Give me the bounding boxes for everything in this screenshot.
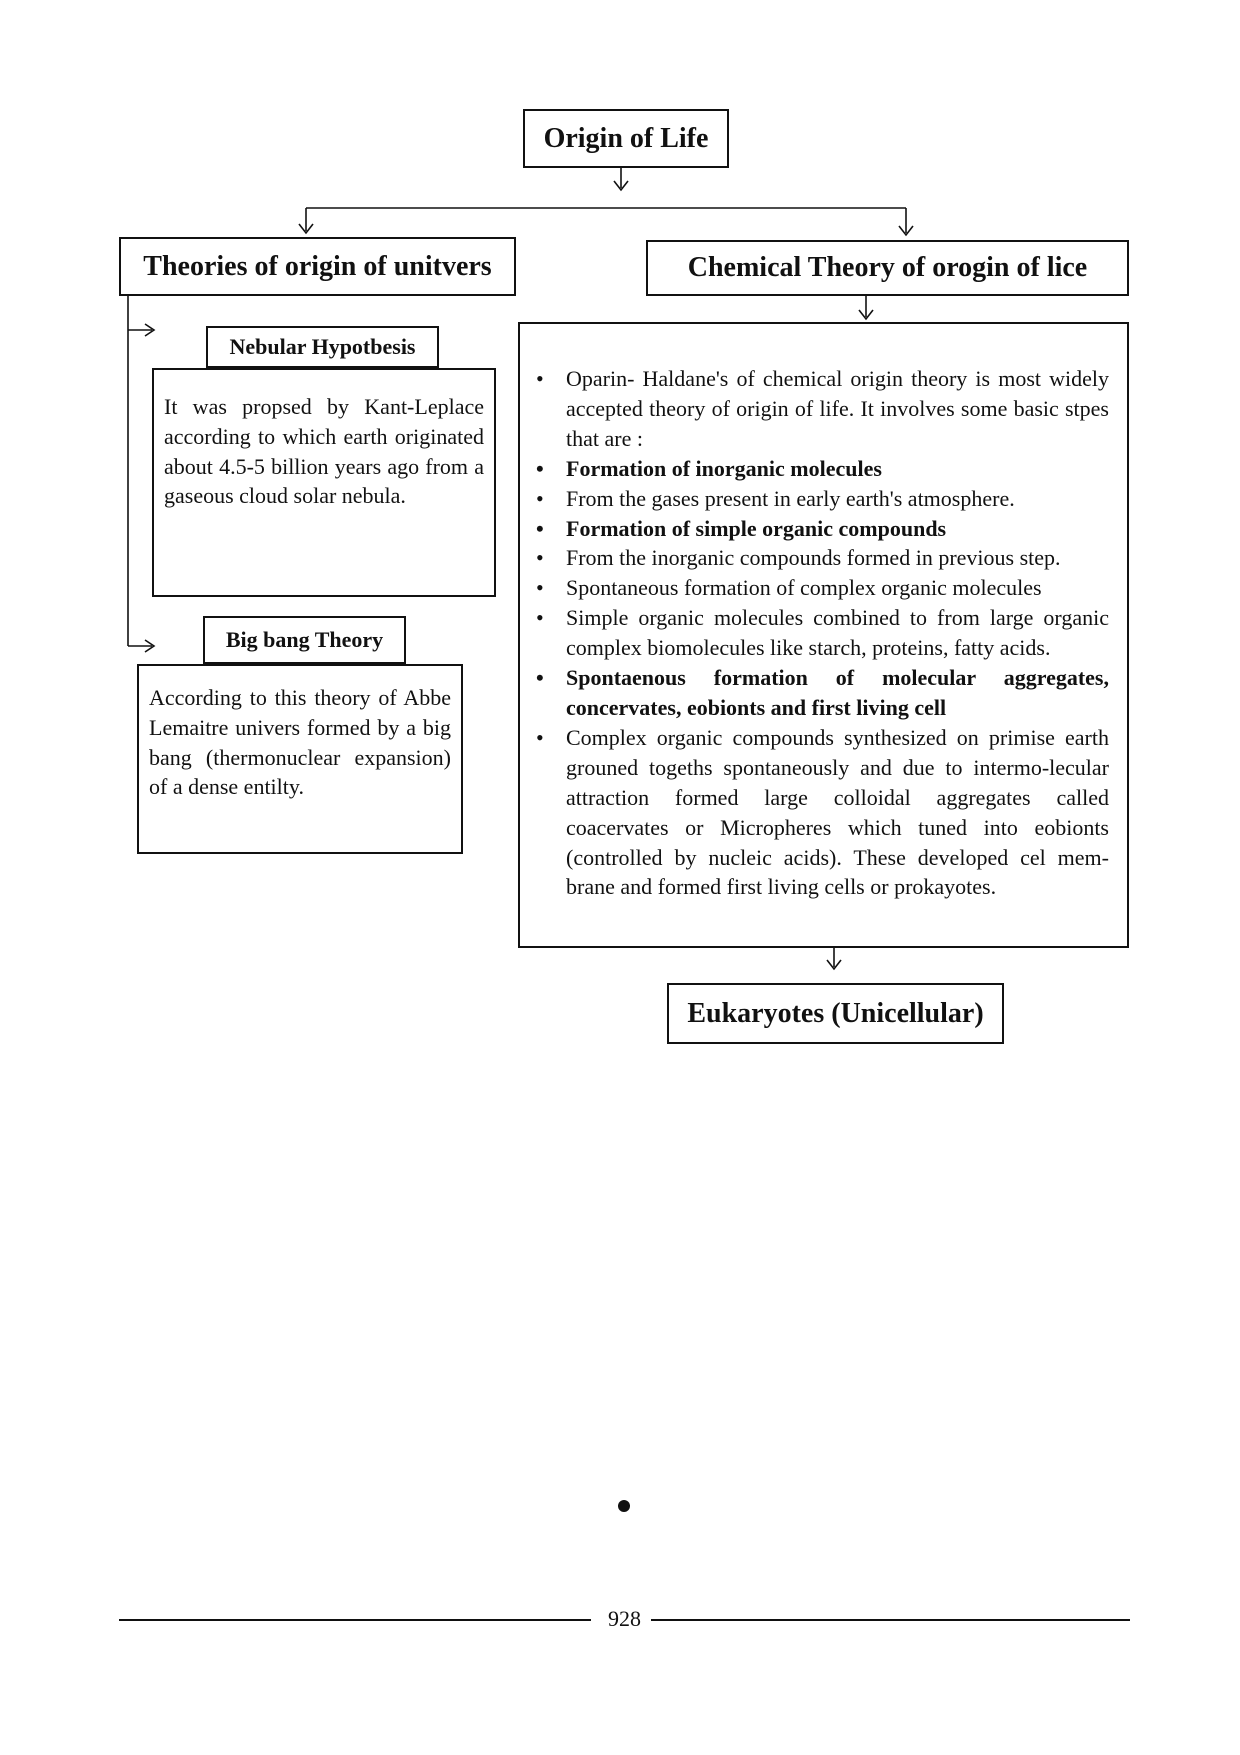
step-text: Spontaenous formation of molecular aggregates, concervates, eobionts and first living cell [566, 665, 1109, 720]
step-text: Formation of inorganic molecules [566, 455, 882, 481]
big-bang-theory-text: According to this theory of Abbe Lemaitre univers formed by a big bang (thermonuclear expansion) of a dense entilty. [137, 664, 463, 854]
step-text: Spontaneous formation of complex organic molecules [566, 575, 1042, 601]
step-item [534, 454, 1109, 484]
step-text: From the inorganic compounds formed in previous step. [566, 545, 1061, 571]
separator-dot [618, 1500, 630, 1512]
step-text: Formation of simple organic compounds [566, 515, 947, 541]
nebular-hypothesis-text: It was propsed by Kant-Leplace according to which earth originated about 4.5-5 billion years ago from a gaseous cloud solar nebula. [152, 368, 496, 597]
step-item [534, 484, 1109, 514]
page-footer [119, 1604, 1130, 1634]
bullet-icon: • [536, 665, 544, 691]
step-text: Complex organic compounds synthesized on primise earth grouned togeths spontaneously and due to intermo-lecular attraction formed large colloidal aggregates called coacervates or Micropheres which tuned into eobionts (controlled by nucleic acids). These developed cel mem-brane and formed first living cells or prokayotes. [566, 724, 1109, 900]
step-item [534, 364, 1109, 454]
step-text: Oparin- Haldane's of chemical origin theory is most widely accepted theory of origin of life. It involves some basic stpes that are : [566, 366, 1109, 451]
chemical-theory-details [518, 322, 1129, 948]
origin-of-life-box: Origin of Life [523, 109, 729, 168]
step-item [534, 573, 1109, 603]
step-text: Simple organic molecules combined to from large organic complex biomolecules like starch, proteins, fatty acids. [566, 605, 1109, 661]
page-number: 928 [598, 1606, 651, 1631]
bullet-icon: • [536, 515, 544, 541]
bullet-icon: • [536, 605, 544, 631]
bullet-icon: • [536, 575, 544, 601]
bullet-icon: • [536, 724, 544, 750]
nebular-hypothesis-title: Nebular Hypotbesis [206, 326, 439, 368]
step-item [534, 543, 1109, 573]
eukaryotes-box: Eukaryotes (Unicellular) [667, 983, 1004, 1044]
step-item [534, 663, 1109, 723]
step-item [534, 514, 1109, 544]
bullet-icon: • [536, 545, 544, 571]
step-item [534, 723, 1109, 902]
theories-origin-universe-box: Theories of origin of unitvers [119, 237, 516, 296]
step-text: From the gases present in early earth's atmosphere. [566, 485, 1015, 511]
chemical-theory-steps [534, 364, 1109, 902]
bullet-icon: • [536, 485, 544, 511]
step-item [534, 603, 1109, 663]
chemical-theory-box: Chemical Theory of orogin of lice [646, 240, 1129, 296]
bullet-icon: • [536, 366, 544, 391]
bullet-icon: • [536, 455, 544, 481]
big-bang-theory-title: Big bang Theory [203, 616, 406, 664]
